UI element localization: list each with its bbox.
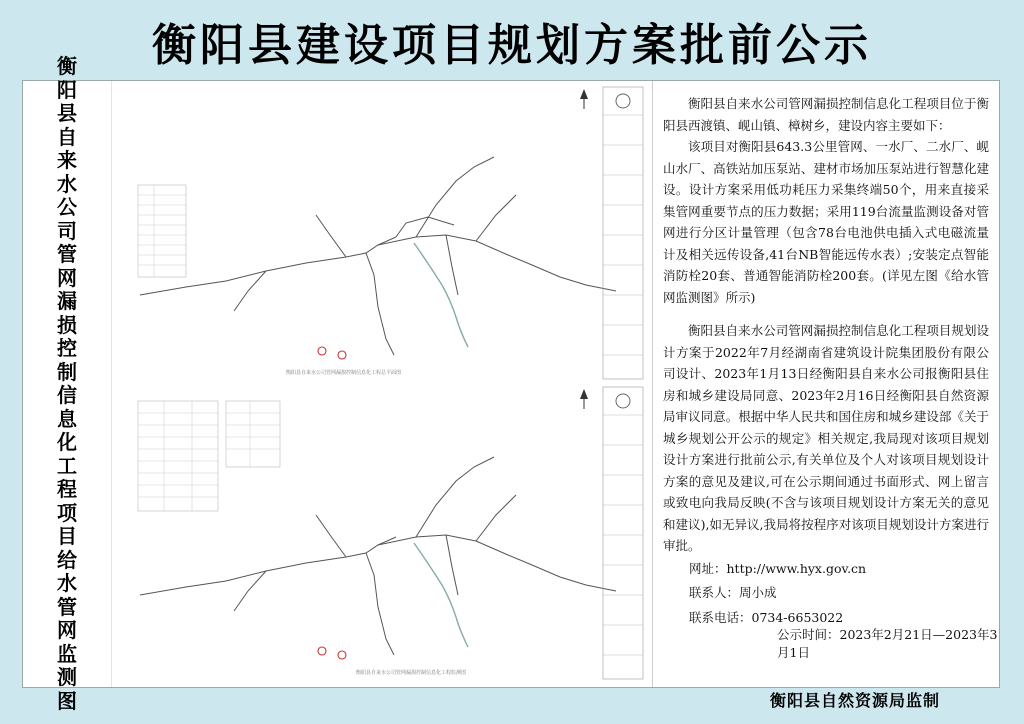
vertical-title-char: 程 — [57, 477, 77, 501]
drawing-sheet-overview — [116, 85, 648, 381]
pipe-lines — [140, 157, 616, 355]
map-caption: 衡阳县自来水公司管网漏损控制信息化工程监测图 — [356, 670, 467, 676]
notice-paragraph-approval: 衡阳县自来水公司管网漏损控制信息化工程项目规划设计方案于2022年7月经湖南省建筑设计院集团股份有限公司设计、2023年1月13日经衡阳县自来水公司报衡阳县住房和城乡建设局同意、2023年2月16日经衡阳县自然资源局审议同意。根据中华人民共和国住房和城乡建设部《关于城乡规划公开公示的规定》相关规定,我局现对该项目规划设计方案进行批前公示,有关单位及个人对该项目规划设计方案的意见及建议,可在公示期间通过书面形式、网上留言或致电向我局反映(不含与该项目规划设计方案无关的意见和建议),如无异议,我局将按程序对该项目规划设计方案进行审批。 — [663, 323, 989, 553]
vertical-title-char: 网 — [57, 618, 77, 642]
vertical-title-char: 管 — [57, 594, 77, 619]
vertical-title-char: 水 — [57, 171, 77, 196]
title-block — [603, 87, 643, 379]
equipment-table — [138, 401, 218, 511]
vertical-title-char: 水 — [57, 571, 77, 595]
notice-paragraph-content: 该项目对衡阳县643.3公里管网、一水厂、二水厂、岘山水厂、高铁站加压泵站、建材市场加压泵站进行智慧化建设。设计方案采用低功耗压力采集终端50个，用来直接采集管网重要节点的压力数据；采用119台流量监测设备对管网进行分区计量管理（包含78台电池供电插入式电磁流量计及相关远传设备,41台NB智能远传水表）;安装定点智能消防栓20套、普通智能消防栓200套。(详见左图《给水管网监测图》所示) — [663, 139, 989, 305]
pipe-lines — [140, 457, 616, 655]
vertical-drawing-title — [23, 54, 111, 713]
vertical-title-char: 损 — [57, 312, 77, 337]
vertical-title-char: 给 — [57, 547, 77, 572]
footer-signature: 衡阳县自然资源局监制 — [770, 691, 941, 710]
vertical-title-char: 公 — [57, 195, 77, 219]
legend-table — [138, 185, 186, 277]
vertical-title-char: 目 — [57, 524, 77, 548]
north-arrow-head — [580, 89, 588, 99]
vertical-title-char: 管 — [57, 242, 77, 266]
drawing-sheet-monitoring — [116, 385, 648, 681]
page-title: 衡阳县建设项目规划方案批前公示 — [152, 20, 872, 71]
notice-paragraph-location: 衡阳县自来水公司管网漏损控制信息化工程项目位于衡阳县西渡镇、岘山镇、樟树乡，建设内容主要如下： — [663, 96, 989, 133]
vertical-title-char: 测 — [57, 665, 77, 689]
vertical-title-char: 司 — [57, 218, 77, 243]
company-logo-icon — [616, 394, 630, 408]
vertical-title-char: 网 — [57, 265, 77, 290]
drawing-area — [111, 81, 653, 687]
vertical-title-char: 控 — [57, 336, 77, 360]
vertical-title-char: 阳 — [57, 77, 77, 102]
monitor-table — [226, 401, 280, 467]
vertical-title-char: 自 — [57, 124, 77, 149]
vertical-title-char: 监 — [57, 641, 77, 666]
pipe-network-map-overview — [116, 85, 648, 381]
vertical-title-char: 制 — [57, 359, 77, 384]
vertical-title-char: 息 — [57, 406, 77, 431]
equipment-table-rows — [138, 401, 218, 511]
river — [414, 243, 468, 347]
legend-table-rows — [138, 185, 186, 277]
vertical-title-char: 信 — [57, 383, 77, 407]
river — [414, 543, 468, 647]
pipe-network-map-monitoring — [116, 385, 648, 681]
survey-markers — [318, 647, 346, 659]
vertical-title-char: 漏 — [57, 289, 77, 313]
monitor-table-rows — [226, 401, 280, 467]
vertical-title-char: 工 — [57, 453, 77, 478]
vertical-title-char: 县 — [57, 101, 77, 125]
title-block — [603, 387, 643, 679]
contact-person: 联系人：周小成 — [689, 585, 777, 600]
vertical-title-char: 衡 — [57, 54, 77, 78]
title-block-rows — [603, 415, 643, 655]
north-arrow-head — [580, 389, 588, 399]
survey-markers — [318, 347, 346, 359]
company-logo-icon — [616, 94, 630, 108]
notice-text — [663, 93, 989, 630]
title-block-rows — [603, 115, 643, 355]
publication-period: 公示时间：2023年2月21日—2023年3月1日 — [777, 627, 998, 660]
vertical-title-char: 项 — [57, 500, 77, 525]
map-caption: 衡阳县自来水公司管网漏损控制信息化工程总平面图 — [286, 370, 402, 376]
vertical-title-char: 化 — [57, 430, 77, 454]
vertical-title-char: 图 — [57, 688, 77, 713]
website-text: 网址：http://www.hyx.gov.cn — [689, 560, 867, 576]
contact-phone: 联系电话：0734-6653022 — [689, 609, 844, 625]
vertical-title-char: 来 — [57, 148, 77, 172]
